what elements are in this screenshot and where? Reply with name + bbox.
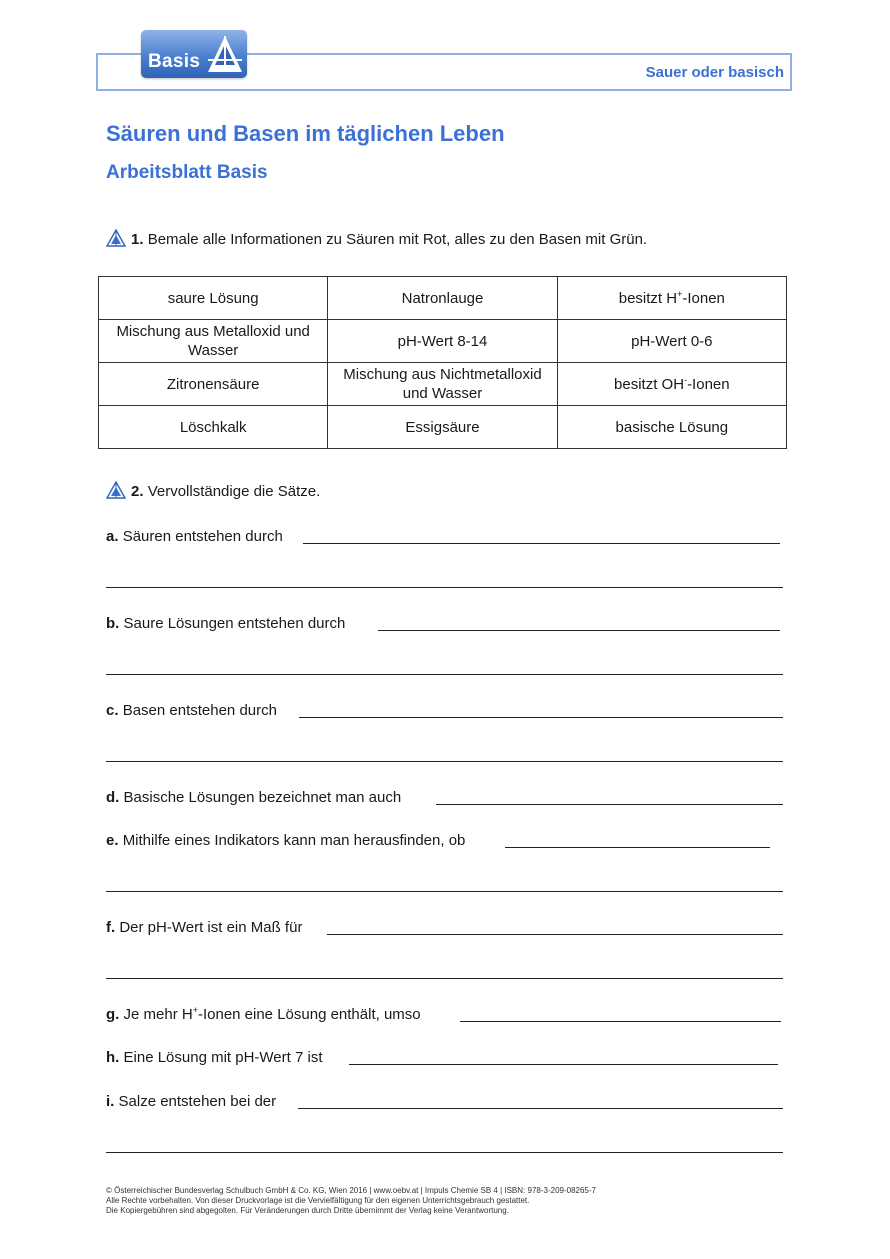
table-cell[interactable]: besitzt H+-Ionen — [557, 277, 786, 320]
table-cell[interactable]: Mischung aus Nichtmetalloxid und Wasser — [328, 363, 557, 406]
answer-line-c-1[interactable] — [299, 717, 783, 718]
sentence-e: e. Mithilfe eines Indikators kann man herausfinden, ob — [106, 832, 466, 849]
table-cell[interactable]: basische Lösung — [557, 406, 786, 449]
sentence-b: b. Saure Lösungen entstehen durch — [106, 615, 346, 632]
table-row — [99, 320, 787, 363]
task-2-number: 2. — [131, 483, 144, 500]
table-cell[interactable]: Essigsäure — [328, 406, 557, 449]
table-cell[interactable]: pH-Wert 0-6 — [557, 320, 786, 363]
table-row — [99, 406, 787, 449]
footer-line-2: Alle Rechte vorbehalten. Von dieser Druckvorlage ist die Vervielfältigung für den eigenen Unterrichtsgebrauch gestattet. — [106, 1196, 530, 1205]
info-table — [98, 276, 787, 449]
task-1 — [106, 229, 647, 248]
answer-line-f-2[interactable] — [106, 978, 783, 979]
sentence-a: a. Säuren entstehen durch — [106, 528, 283, 545]
task-2-text: Vervollständige die Sätze. — [147, 483, 321, 500]
answer-line-b-1[interactable] — [378, 630, 780, 631]
footer-line-1: © Österreichischer Bundesverlag Schulbuch GmbH & Co. KG, Wien 2016 | www.oebv.at | Impuls Chemie SB 4 | ISBN: 978-3-209-08265-7 — [106, 1186, 596, 1195]
answer-line-g-1[interactable] — [460, 1021, 781, 1022]
table-cell[interactable]: Natronlauge — [328, 277, 557, 320]
sentence-d: d. Basische Lösungen bezeichnet man auch — [106, 789, 402, 806]
basis-level-icon — [106, 481, 126, 499]
answer-line-a-2[interactable] — [106, 587, 783, 588]
table-row — [99, 363, 787, 406]
answer-line-a-1[interactable] — [303, 543, 780, 544]
answer-line-i-2[interactable] — [106, 1152, 783, 1153]
page-subtitle: Arbeitsblatt Basis — [106, 162, 268, 183]
table-cell[interactable]: Mischung aus Metalloxid und Wasser — [99, 320, 328, 363]
answer-line-b-2[interactable] — [106, 674, 783, 675]
answer-line-e-1[interactable] — [505, 847, 770, 848]
triangle-logo-icon — [207, 34, 243, 74]
task-1-number: 1. — [131, 231, 144, 248]
answer-line-d-1[interactable] — [436, 804, 783, 805]
table-cell[interactable]: besitzt OH--Ionen — [557, 363, 786, 406]
table-cell[interactable]: Löschkalk — [99, 406, 328, 449]
table-cell[interactable]: saure Lösung — [99, 277, 328, 320]
sentence-f: f. Der pH-Wert ist ein Maß für — [106, 919, 303, 936]
header-topic: Sauer oder basisch — [645, 64, 784, 81]
sentence-g: g. Je mehr H+-Ionen eine Lösung enthält, umso — [106, 1005, 421, 1023]
footer — [106, 1186, 596, 1216]
basis-level-icon — [106, 229, 126, 247]
table-cell[interactable]: pH-Wert 8-14 — [328, 320, 557, 363]
sentence-h: h. Eine Lösung mit pH-Wert 7 ist — [106, 1049, 323, 1066]
sentence-c: c. Basen entstehen durch — [106, 702, 277, 719]
task-1-text: Bemale alle Informationen zu Säuren mit Rot, alles zu den Basen mit Grün. — [147, 231, 648, 248]
task-2 — [106, 481, 320, 500]
footer-line-3: Die Kopiergebühren sind abgegolten. Für Veränderungen durch Dritte übernimmt der Verlag keine Verantwortung. — [106, 1206, 509, 1215]
answer-line-f-1[interactable] — [327, 934, 783, 935]
table-cell[interactable]: Zitronensäure — [99, 363, 328, 406]
page-title: Säuren und Basen im täglichen Leben — [106, 121, 505, 146]
answer-line-e-2[interactable] — [106, 891, 783, 892]
answer-line-i-1[interactable] — [298, 1108, 783, 1109]
sentence-i: i. Salze entstehen bei der — [106, 1093, 277, 1110]
table-row — [99, 277, 787, 320]
basis-logo — [141, 30, 247, 78]
logo-text: Basis — [148, 51, 201, 72]
answer-line-c-2[interactable] — [106, 761, 783, 762]
answer-line-h-1[interactable] — [349, 1064, 778, 1065]
